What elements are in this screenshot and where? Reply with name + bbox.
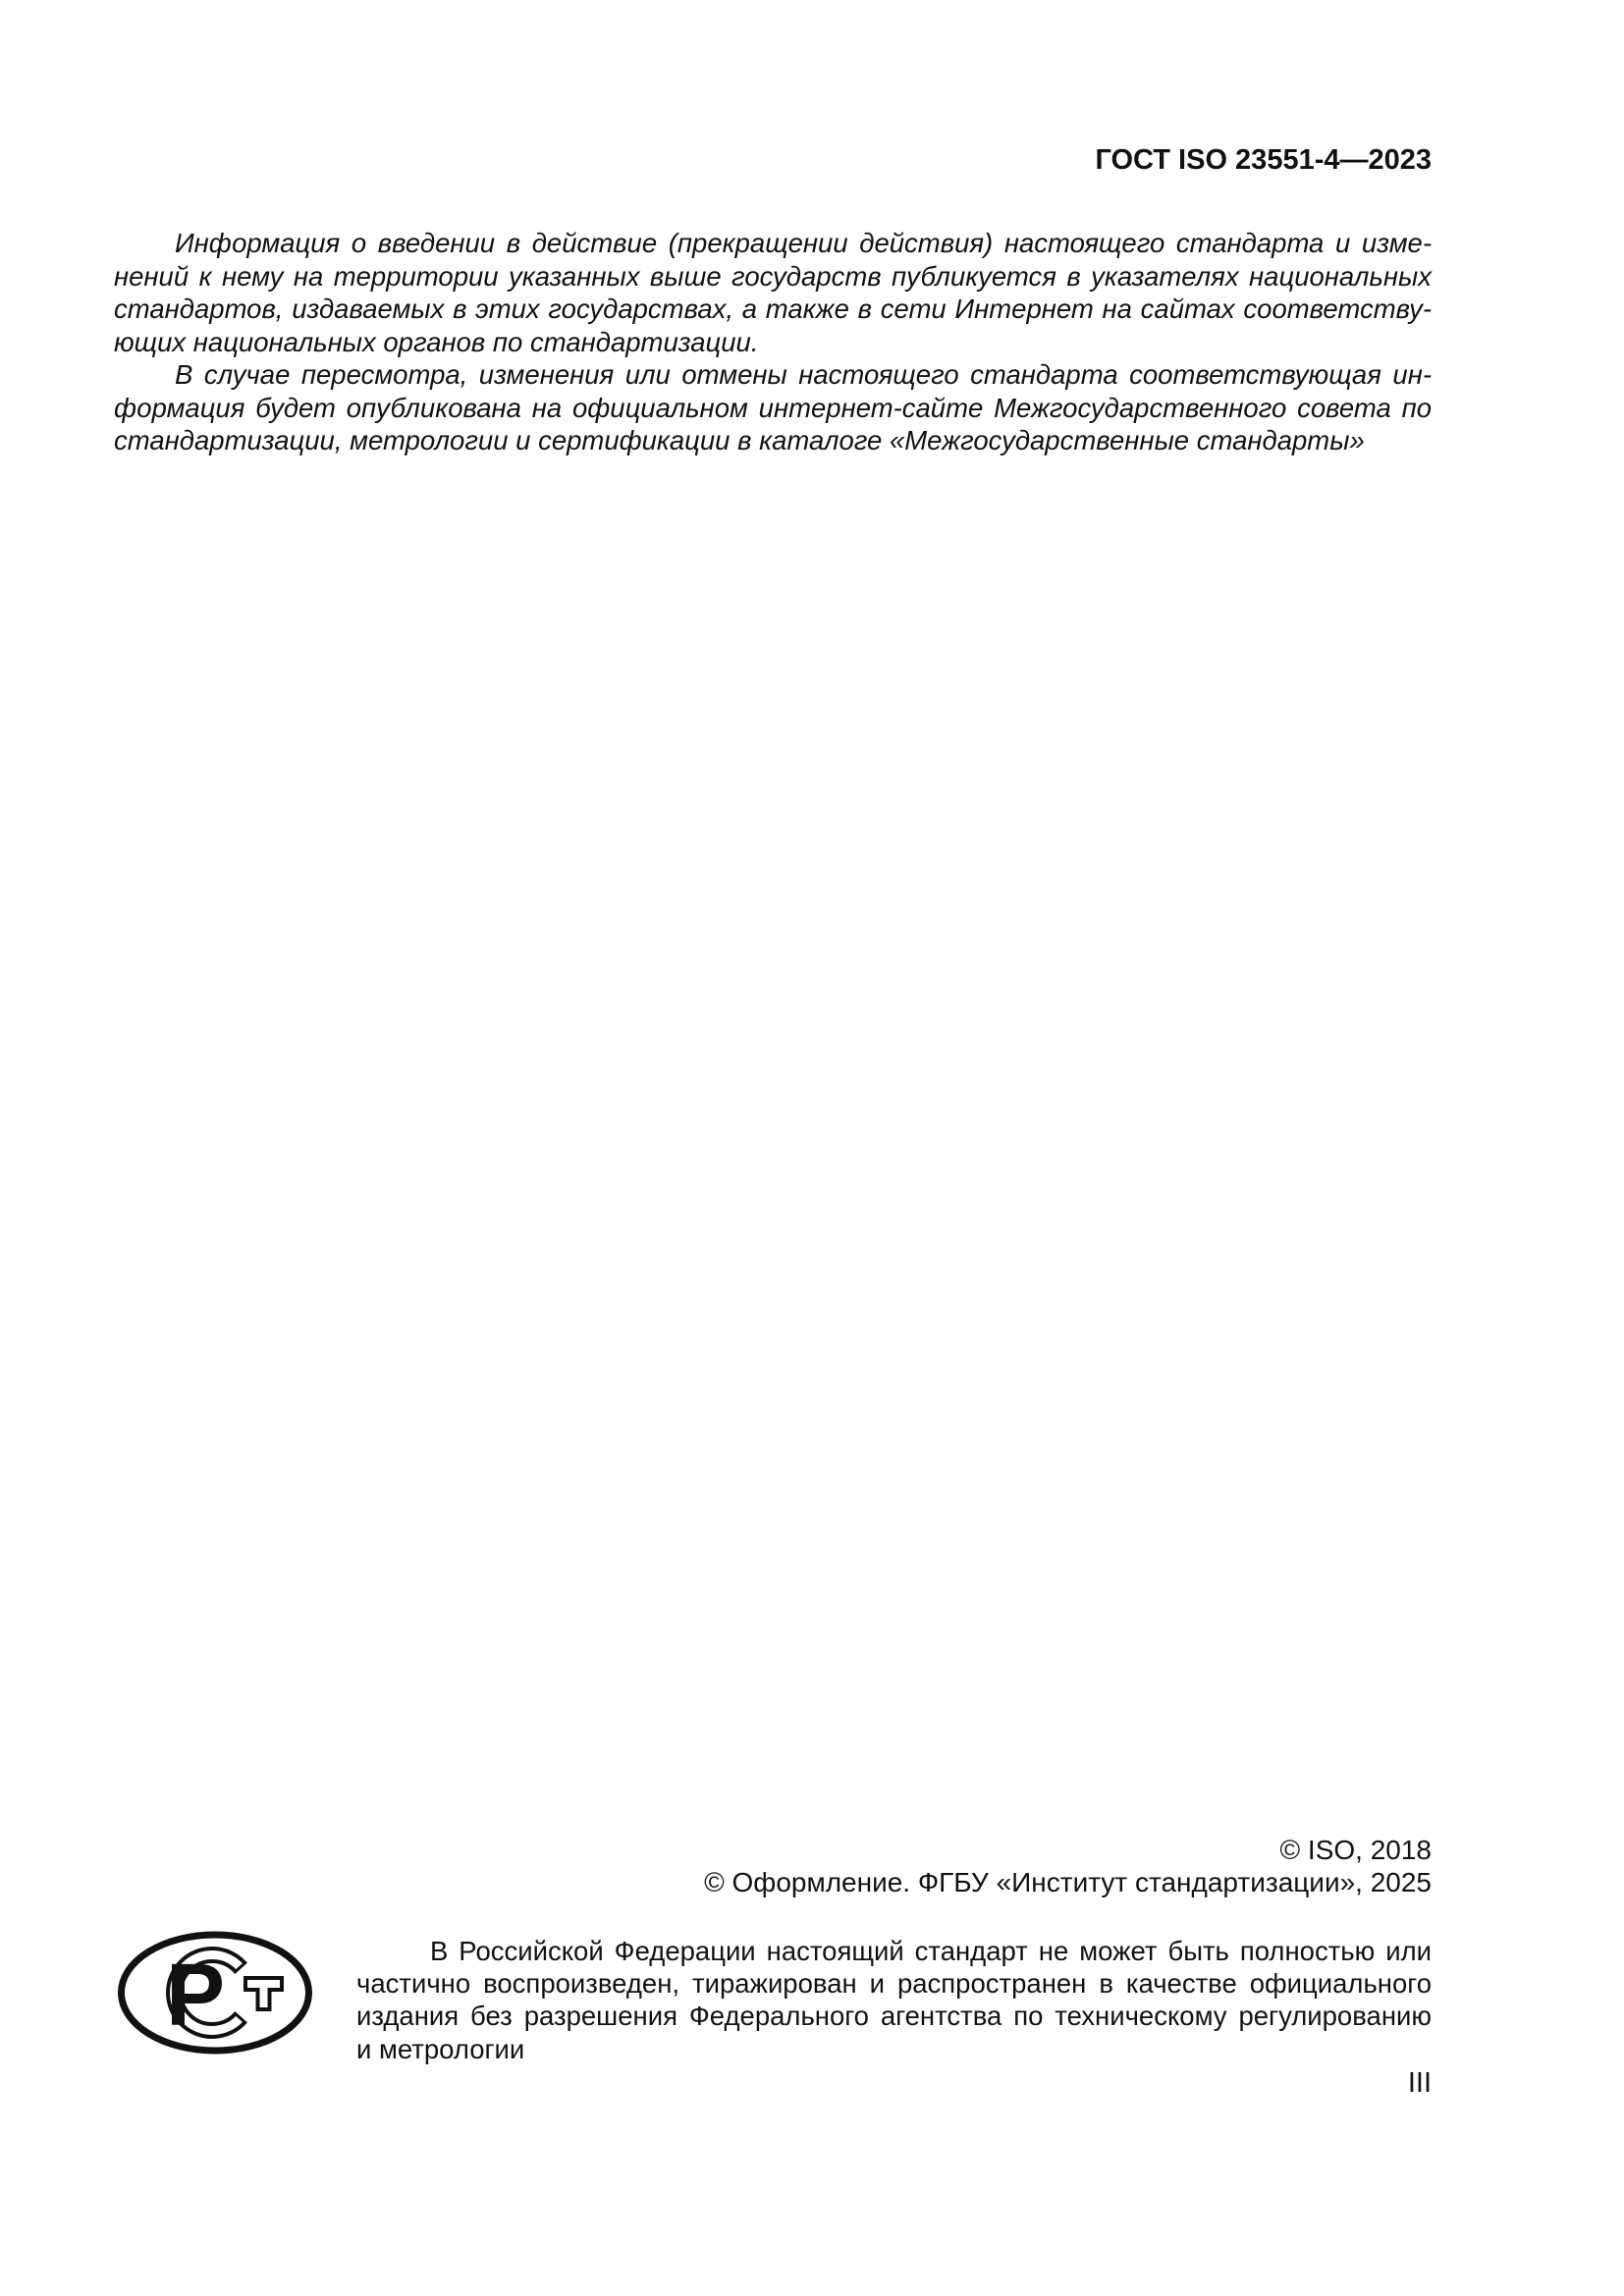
preamble-line: нений к нему на территории указанных выше государств публикуется в указателях национальных <box>114 260 1432 292</box>
preamble-line: В случае пересмотра, изменения или отмены настоящего стандарта соответствующая ин- <box>175 359 1432 390</box>
restriction-line: В Российской Федерации настоящий стандарт не может быть полностью или <box>430 1936 1432 1966</box>
rst-certification-logo <box>117 1931 313 2055</box>
doc-code-header: ГОСТ ISO 23551-4—2023 <box>1095 144 1432 176</box>
restriction-line: издания без разрешения Федерального агентства по техническому регулированию <box>356 2001 1432 2032</box>
preamble-line: Информация о введении в действие (прекращении действия) настоящего стандарта и изме- <box>175 228 1432 258</box>
rst-logo-emblem <box>117 1931 313 2055</box>
copyright-block <box>704 1834 1432 1898</box>
restriction-block <box>356 1935 1432 2065</box>
preamble-line: формация будет опубликована на официальном интернет-сайте Межгосударственного совета по <box>114 392 1432 423</box>
logo-letter-t <box>245 1978 282 2009</box>
restriction-line: частично воспроизведен, тиражирован и распространен в качестве официального <box>356 1968 1432 2000</box>
preamble-line: стандартизации, метрологии и сертификации в каталоге «Межгосударственные стандарты» <box>114 425 1365 455</box>
logo-letter-c-endcaps <box>234 1962 246 2024</box>
copyright-iso-line: © ISO, 2018 <box>1279 1835 1432 1865</box>
logo-letter-p: Р <box>166 1947 226 2045</box>
copyright-publisher-line: © Оформление. ФГБУ «Институт стандартизации», 2025 <box>704 1867 1432 1897</box>
page-number: III <box>1407 2067 1432 2099</box>
preamble-block <box>114 227 1432 457</box>
preamble-line: стандартов, издаваемых в этих государствах, а также в сети Интернет на сайтах соответству- <box>114 294 1432 324</box>
preamble-line: ющих национальных органов по стандартизации. <box>114 326 759 357</box>
restriction-line: и метрологии <box>356 2033 525 2064</box>
